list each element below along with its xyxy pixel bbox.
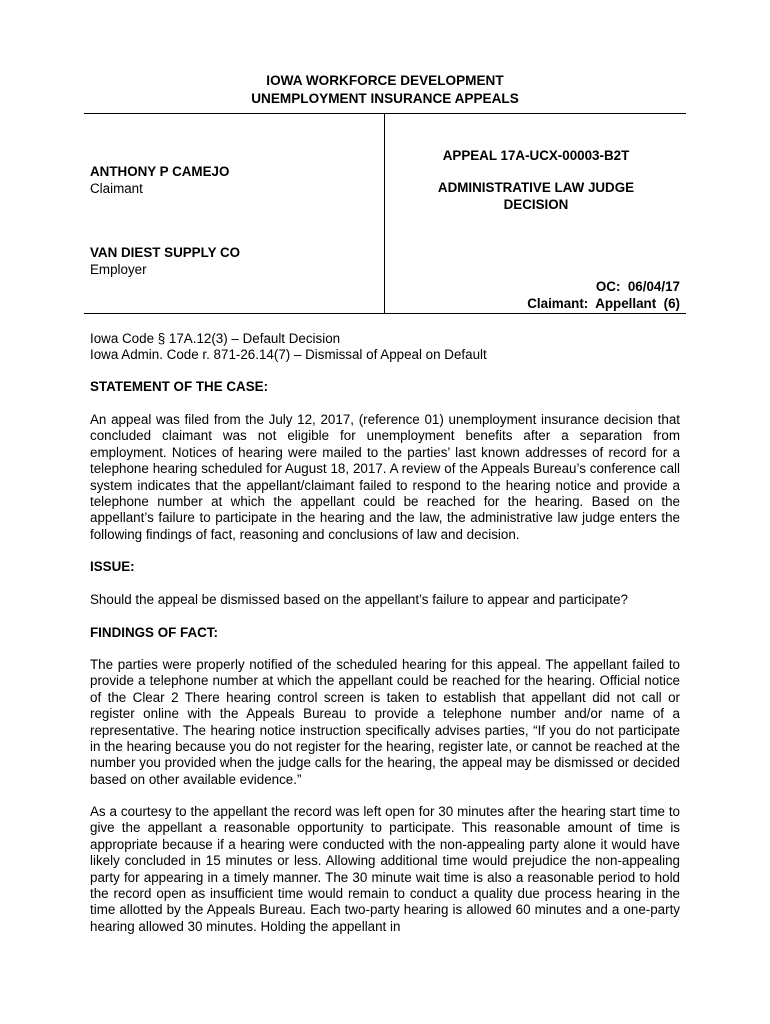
statement-heading-text: STATEMENT OF THE CASE:	[90, 379, 269, 394]
code-citation-2: Iowa Admin. Code r. 871-26.14(7) – Dismissal of Appeal on Default	[90, 347, 487, 362]
findings-paragraph-2: As a courtesy to the appellant the record was left open for 30 minutes after the hearing start time to give the appellant a reasonable opportunity to participate. This reasonable amount of time is appropriate because if a hearing were conducted with the non-appealing party alone it would have likely concluded in 15 minutes or less. Allowing additional time would prejudice the non-appealing party for appearing in a timely manner. The 30 minute wait time is also a reasonable period to hold the record open as insufficient time would remain to conduct a quality due process hearing in the time allotted by the Appeals Bureau. Each two-party hearing is allowed 60 minutes and a one-party hearing allowed 30 minutes. Holding the appellant in	[90, 804, 680, 934]
claimant-name: ANTHONY P CAMEJO	[90, 164, 230, 179]
code-citation-1: Iowa Code § 17A.12(3) – Default Decision	[90, 331, 341, 346]
caption-bottom-rule	[84, 313, 686, 314]
issue-paragraph: Should the appeal be dismissed based on the appellant’s failure to appear and participate?	[90, 592, 628, 607]
agency-subtitle: UNEMPLOYMENT INSURANCE APPEALS	[251, 91, 519, 106]
findings-section-1	[90, 657, 680, 788]
statement-heading	[90, 379, 680, 395]
findings-section-2	[90, 804, 680, 935]
employer-label: Employer	[90, 262, 147, 277]
findings-paragraph-1: The parties were properly notified of the scheduled hearing for this appeal. The appellant failed to provide a telephone number at which the appellant could be reached for the hearing. Official notice of the Clear 2 There hearing control screen is taken to establish that appellant did not call or register online with the Appeals Bureau to provide a telephone number and/or name of a representative. The hearing notice instruction specifically advises parties, “If you do not participate in the hearing because you do not register for the hearing, register late, or cannot be reached at the number you provided when the judge calls for the hearing, the appeal may be dismissed or decided based on other available evidence.”	[90, 657, 680, 787]
decision-title-line2: DECISION	[503, 197, 569, 212]
caption-divider	[384, 113, 385, 313]
issue-heading-text: ISSUE:	[90, 559, 135, 574]
claimant-label: Claimant	[90, 181, 143, 196]
caption-top-rule	[84, 113, 686, 114]
issue-heading	[90, 559, 680, 575]
agency-title: IOWA WORKFORCE DEVELOPMENT	[266, 73, 504, 88]
findings-heading	[90, 625, 680, 641]
appeal-number: APPEAL 17A-UCX-00003-B2T	[442, 148, 630, 163]
statement-section	[90, 412, 680, 543]
employer-name: VAN DIEST SUPPLY CO	[90, 245, 241, 260]
statement-paragraph: An appeal was filed from the July 12, 2017, (reference 01) unemployment insurance decision that concluded claimant was not eligible for unemployment benefits after a separation from employment. Notices of hearing were mailed to the parties’ last known addresses of record for a telephone hearing scheduled for August 18, 2017. A review of the Appeals Bureau’s conference call system indicates that the appellant/claimant failed to respond to the hearing notice and provide a telephone number at which the appellant could be reached for the hearing. Based on the appellant’s failure to participate in the hearing and the law, the administrative law judge enters the following findings of fact, reasoning and conclusions of law and decision.	[90, 412, 680, 542]
findings-heading-text: FINDINGS OF FACT:	[90, 625, 218, 640]
oc-date: OC: 06/04/17	[595, 279, 680, 294]
decision-title-line1: ADMINISTRATIVE LAW JUDGE	[437, 180, 635, 195]
claimant-status: Claimant: Appellant (6)	[527, 296, 680, 311]
issue-section	[90, 592, 680, 608]
